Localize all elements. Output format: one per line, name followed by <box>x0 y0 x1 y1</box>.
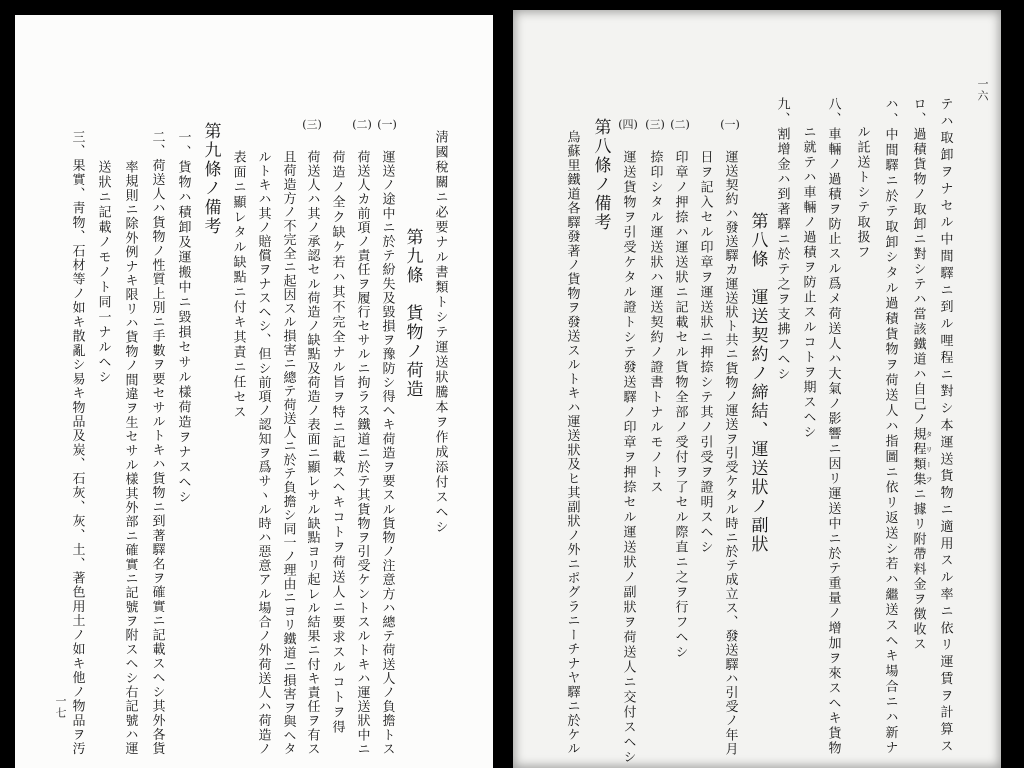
text-column: 捺印シタル運送狀ハ運送契約ノ證書トナルモノトス <box>647 150 663 495</box>
text-column: 二、荷送人ハ貨物ノ性質上別ニ手數ヲ要セサルトキハ貨物ニ到著驛名ヲ確實ニ記載スヘシ其外各貨 <box>149 130 165 756</box>
text-segment: ロ、過積貨物ノ取卸ニ對シテハ當該鐵道ハ自己ノ <box>910 97 926 427</box>
ruby-annotation <box>910 427 933 487</box>
item-label: (一) <box>377 118 397 131</box>
text-column: 運送契約ハ發送驛カ運送狀ト共ニ貨物ノ運送ヲ引受ケタル時ニ於テ成立ス、發送驛ハ引受ノ年月 <box>722 150 738 756</box>
text-column: 一、貨物ハ積卸及運搬中ニ毀損セサル樣荷造ヲナスヘシ <box>175 130 191 505</box>
item-label: (二) <box>352 118 372 131</box>
ruby-base: 規程類集 <box>910 427 926 487</box>
text-column: 運送貨物ヲ引受ケタル證トシテ發送驛ノ印章ヲ押捺セル運送狀ノ副狀ヲ荷送人ニ交付スヘシ <box>620 150 636 765</box>
left-page <box>15 15 493 768</box>
article-heading: 第八條 運送契約ノ締結、運送狀ノ副狀 <box>747 212 768 554</box>
text-column: 送狀ニ記載ノモノト同一ナルヘシ <box>95 160 111 385</box>
text-column: テハ取卸ヲナセル中間驛ニ到ル哩程ニ對シ本運送貨物ニ適用スル率ニ依リ運賃ヲ計算ス <box>937 97 953 756</box>
page-number: 一六 <box>976 78 989 102</box>
notes-heading: 第九條ノ備考 <box>200 122 221 236</box>
item-label: (三) <box>302 118 322 131</box>
text-column: 烏蘇里鐵道各驛發著ノ貨物ヲ發送スルトキハ運送狀及ヒ其副狀ノ外ニポグラニーチナヤ驛ニ於ケル <box>564 130 580 756</box>
text-column: 淸國稅關ニ必要ナル書類トシテ運送狀騰本ヲ作成添付スヘシ <box>432 130 448 535</box>
page-number: 一七 <box>54 695 67 719</box>
notes-heading: 第八條ノ備考 <box>590 118 611 232</box>
article-heading: 第九條 貨物ノ荷造 <box>402 228 423 399</box>
text-segment: ニ據リ附帶料金ヲ徴收ス <box>910 487 926 652</box>
text-column: 日ヲ記入セル印章ヲ運送狀ニ押捺シテ其ノ引受ヲ證明スヘシ <box>697 150 713 555</box>
text-column: 印章ノ押捺ハ運送狀ニ記載セル貨物全部ノ受付ヲ了セル際直ニ之ヲ行フヘシ <box>672 150 688 660</box>
text-column: 表面ニ顯レタル缺點ニ付キ其責ニ任セス <box>230 150 246 420</box>
text-column <box>912 97 934 652</box>
text-column: 三、果實、靑物、石材等ノ如キ散亂シ易キ物品及炭、石灰、灰、土、著色用土ノ如キ他ノ物品ヲ汚 <box>69 130 85 756</box>
item-label: (三) <box>645 118 665 131</box>
item-label: (一) <box>720 118 740 131</box>
text-column: 且荷造方ノ不完全ニ起因スル損害ニ總テ荷送人ニ於テ負擔シ同一ノ理由ニヨリ鐵道ニ損害ヲ與ヘタ <box>280 150 296 756</box>
text-column: 荷送人ハ其ノ承認セル荷造ノ缺點及荷造ノ表面ニ顯レサル缺點ヨリ起レル結果ニ付キ責任ヲ有ス <box>304 150 320 756</box>
item-label: (四) <box>618 118 638 131</box>
text-column: 運送ノ途中ニ於テ紛失及毀損ヲ豫防シ得ヘキ荷造ヲ要スル貨物ノ注意方ハ總テ荷送人ノ負擔トス <box>379 150 395 756</box>
ruby-text: タリーフ <box>925 427 933 487</box>
text-column: ニ就テハ車輛ノ過積ヲ防止スルコトヲ期スヘシ <box>800 125 816 440</box>
right-page <box>513 10 1001 768</box>
text-column: 荷造ノ全ク缺ケ若ハ其不完全ナル旨ヲ特ニ記載スヘキコトヲ荷送人ニ要求スルコトヲ得 <box>329 150 345 735</box>
text-column: 八、車輛ノ過積ヲ防止スル爲メ荷送人ハ大氣ノ影響ニ因リ運送中ニ於テ重量ノ增加ヲ來スヘキ貨物 <box>825 97 841 756</box>
text-column: ル託送トシテ取扱フ <box>854 125 870 260</box>
text-column: 荷送人カ前項ノ責任ヲ履行セサルニ拘ラス鐵道ニ於テ其貨物ヲ引受ケントスルトキハ運送狀中ニ <box>354 150 370 756</box>
text-column: 率規則ニ除外例ナキ限リハ貨物ノ間違ヲ生セサル樣其外部ニ確實ニ記號ヲ附スヘシ右記號ハ運 <box>122 160 138 756</box>
text-column: 九、割增金ハ到著驛ニ於テ之ヲ支拂フヘシ <box>774 97 790 382</box>
text-column: ハ、中間驛ニ於テ取卸シタル過積貨物ヲ荷送人ハ指圖ニ依リ返送シ若ハ繼送スヘキ場合ニハ新ナ <box>882 97 898 756</box>
text-column: ルトキハ其ノ賠償ヲナスヘシ、但シ前項ノ認知ヲ爲サヽル時ハ惡意アル場合ノ外荷送人ハ荷造ノ <box>255 150 271 756</box>
item-label: (二) <box>670 118 690 131</box>
